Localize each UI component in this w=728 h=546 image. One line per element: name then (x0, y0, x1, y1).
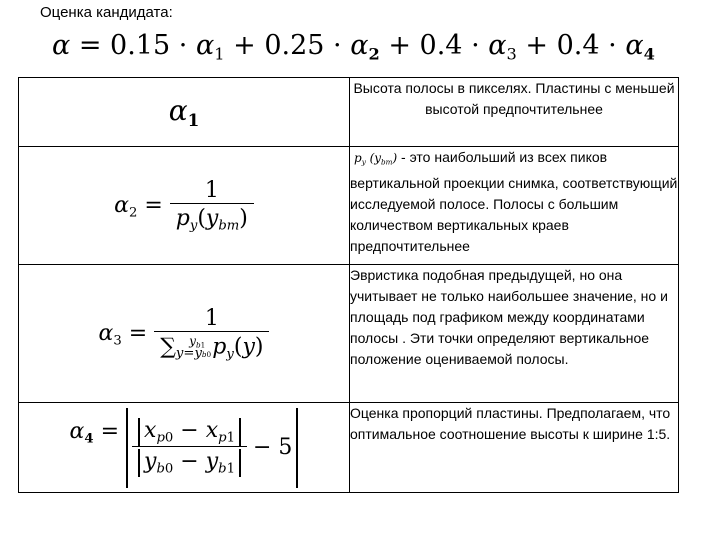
table-row (19, 403, 679, 493)
description-cell: Эвристика подобная предыдущей, но она учитывает не только наибольшее значение, но и площадь под графиком между координатами полосы . Эти точки определяют вертикальное положение оцениваемой полосы. (350, 265, 679, 403)
formula-cell-alpha2: $\alpha_2$ = $\frac{1}{p_y(y_{bm})}$ (19, 147, 350, 265)
description-cell: $p_y$ $(y_{bm})$ - это наибольший из всех пиков вертикальной проекции снимка, соответствующий исследуемой полосе. Полосы с большим количеством вертикальных краев предпочтительнее (350, 147, 679, 265)
formula-cell-alpha3: $\alpha_3$ = $\frac{1}{\sum_{y=yb0}^{y_{b1}} p_y(y)}$ (19, 265, 350, 403)
criteria-table (18, 77, 679, 493)
main-formula: $\alpha = 0.15 \cdot \alpha_1 + 0.25 \cdot \alpha_2 + 0.4 \cdot \alpha_3 + 0.4 \cdot \alpha_4$ (52, 30, 655, 64)
formula-cell-alpha4: $\alpha_4$ = $\frac{x_{p0} - x_{p1}}{y_{b0} - y_{b1}}$ − 5 (19, 403, 350, 493)
description-cell: Высота полосы в пикселях. Пластины с меньшей высотой предпочтительнее (350, 78, 679, 147)
formula-cell-alpha1: $\alpha_1$ (19, 78, 350, 147)
inline-formula: $p_y$ $(y_{bm})$ (354, 151, 398, 167)
page-title: Оценка кандидата: (40, 4, 173, 21)
table-row (19, 147, 679, 265)
table-row (19, 78, 679, 147)
table-row (19, 265, 679, 403)
description-cell: Оценка пропорций пластины. Предполагаем, что оптимальное соотношение высоты к ширине 1:5. (350, 403, 679, 493)
